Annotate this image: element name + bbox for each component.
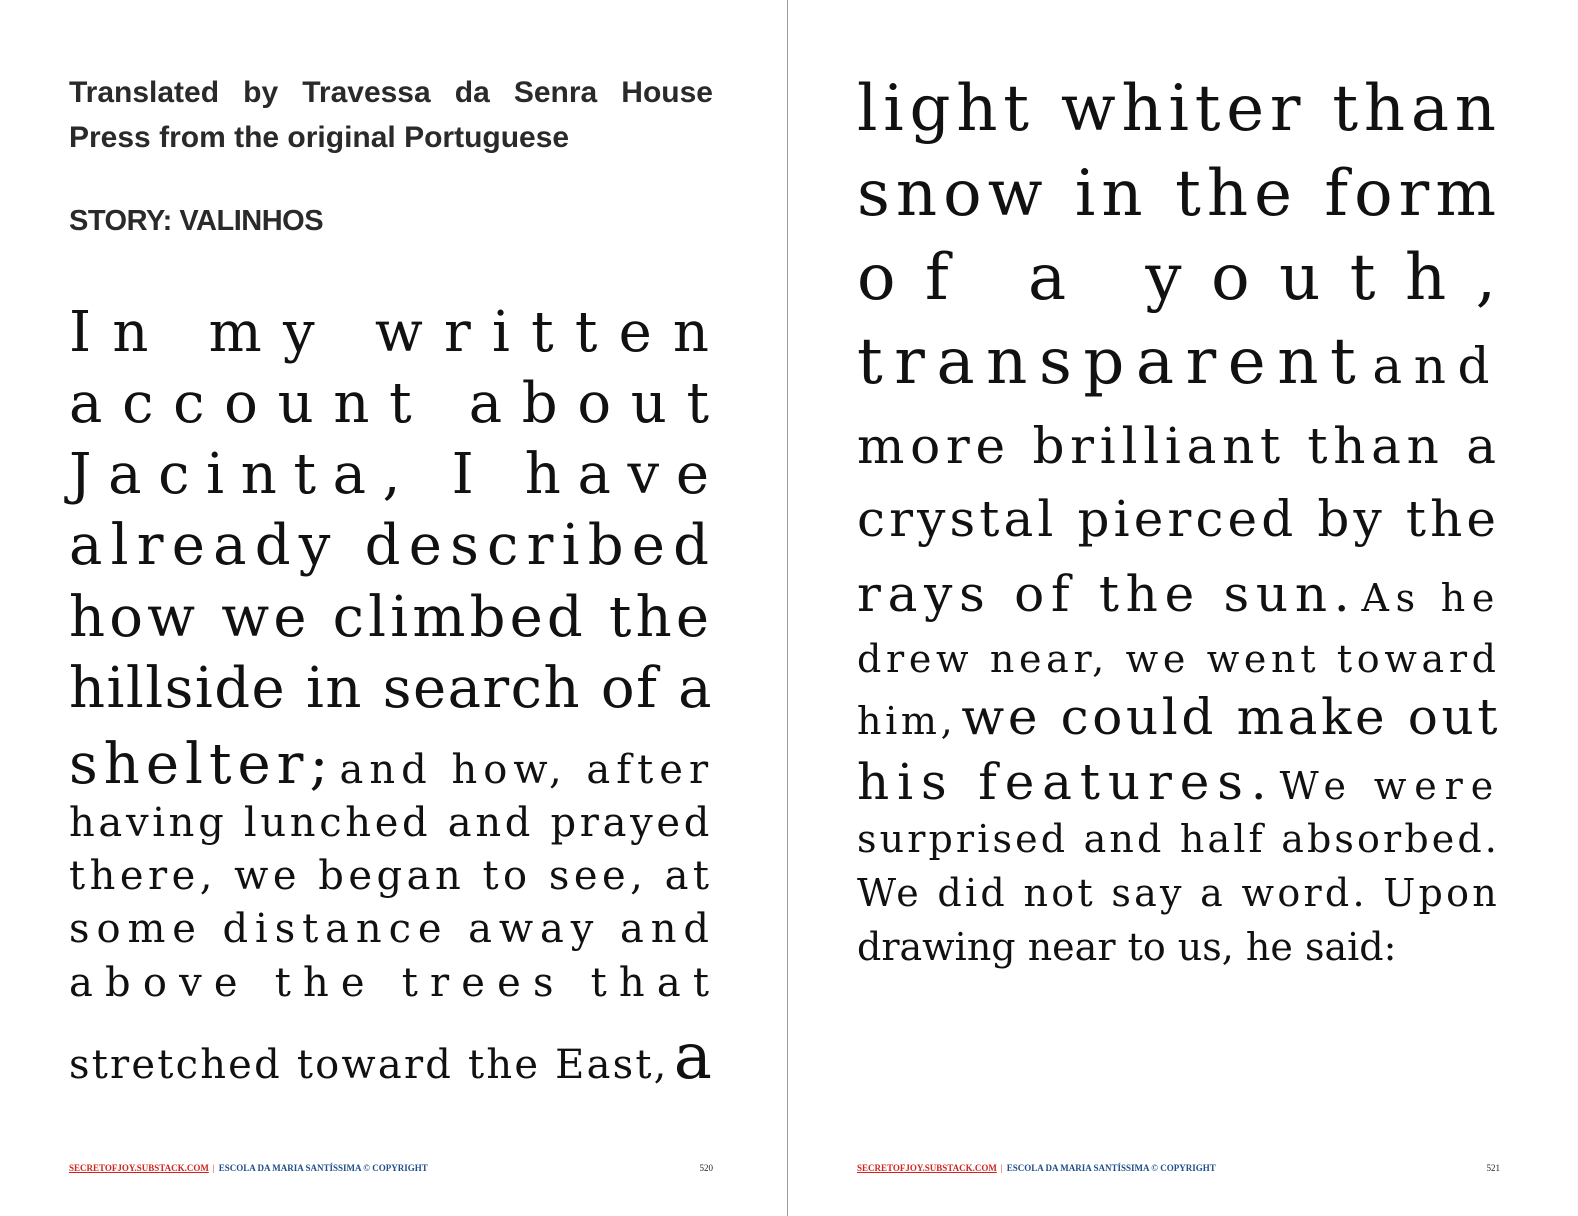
page-gutter-divider	[787, 0, 788, 1216]
text-fragment: a	[673, 1020, 715, 1094]
page-footer	[857, 1163, 1500, 1179]
text-line: In my written	[69, 300, 731, 365]
text-line-mixed	[69, 1020, 713, 1094]
text-fragment: We were	[1279, 764, 1502, 808]
text-fragment: and	[1372, 337, 1502, 395]
text-fragment: and how, after	[339, 747, 715, 793]
text-line: crystal pierced by the	[857, 490, 1501, 548]
page-footer	[69, 1163, 713, 1179]
translation-credit: Translated by Travessa da Senra House Press from the original Portuguese	[69, 76, 713, 154]
text-fragment: his features.	[857, 753, 1275, 811]
text-fragment: As he	[1361, 576, 1502, 620]
text-line: surprised and half absorbed.	[857, 817, 1500, 861]
text-line: already described	[69, 513, 718, 578]
left-page	[69, 0, 731, 1216]
footer-separator: |	[1000, 1163, 1003, 1173]
text-line: above the trees that	[69, 960, 722, 1006]
text-line: some distance away and	[69, 906, 716, 952]
text-fragment: rays of the sun.	[857, 565, 1357, 623]
story-title: STORY: VALINHOS	[69, 205, 324, 237]
page-number: 521	[1486, 1163, 1500, 1173]
site-link[interactable]: SECRETOFJOY.SUBSTACK.COM	[857, 1163, 997, 1173]
text-line-mixed	[857, 753, 1500, 811]
text-line-mixed	[69, 732, 713, 797]
text-fragment: stretched toward the East,	[69, 1042, 669, 1088]
text-line-mixed	[857, 688, 1500, 746]
text-line: We did not say a word. Upon	[857, 871, 1500, 915]
text-fragment: we could make out	[961, 688, 1502, 746]
text-fragment: him,	[857, 699, 957, 743]
text-line-mixed	[857, 565, 1500, 623]
text-fragment: shelter;	[69, 732, 335, 797]
text-line: more brilliant than a	[857, 417, 1502, 475]
text-line: hillside in search of a	[69, 656, 713, 721]
text-line: of a youth,	[857, 241, 1526, 315]
text-line: there, we began to see, at	[69, 853, 714, 899]
text-line: Jacinta, I have	[69, 442, 726, 507]
text-line: snow in the form	[857, 157, 1503, 231]
footer-separator: |	[212, 1163, 215, 1173]
text-line: account about	[69, 371, 729, 436]
text-line: having lunched and prayed	[69, 800, 713, 846]
copyright-notice: ESCOLA DA MARIA SANTÍSSIMA © COPYRIGHT	[218, 1163, 428, 1173]
text-line: how we climbed the	[69, 585, 714, 650]
text-line: drawing near to us, he said:	[857, 925, 1397, 969]
right-page	[857, 0, 1526, 1216]
text-line: light whiter than	[857, 72, 1502, 146]
site-link[interactable]: SECRETOFJOY.SUBSTACK.COM	[69, 1163, 209, 1173]
text-line-mixed	[857, 325, 1500, 399]
copyright-notice: ESCOLA DA MARIA SANTÍSSIMA © COPYRIGHT	[1006, 1163, 1216, 1173]
text-fragment: transparent	[857, 325, 1368, 399]
page-number: 520	[699, 1163, 713, 1173]
text-line: drew near, we went toward	[857, 637, 1501, 681]
